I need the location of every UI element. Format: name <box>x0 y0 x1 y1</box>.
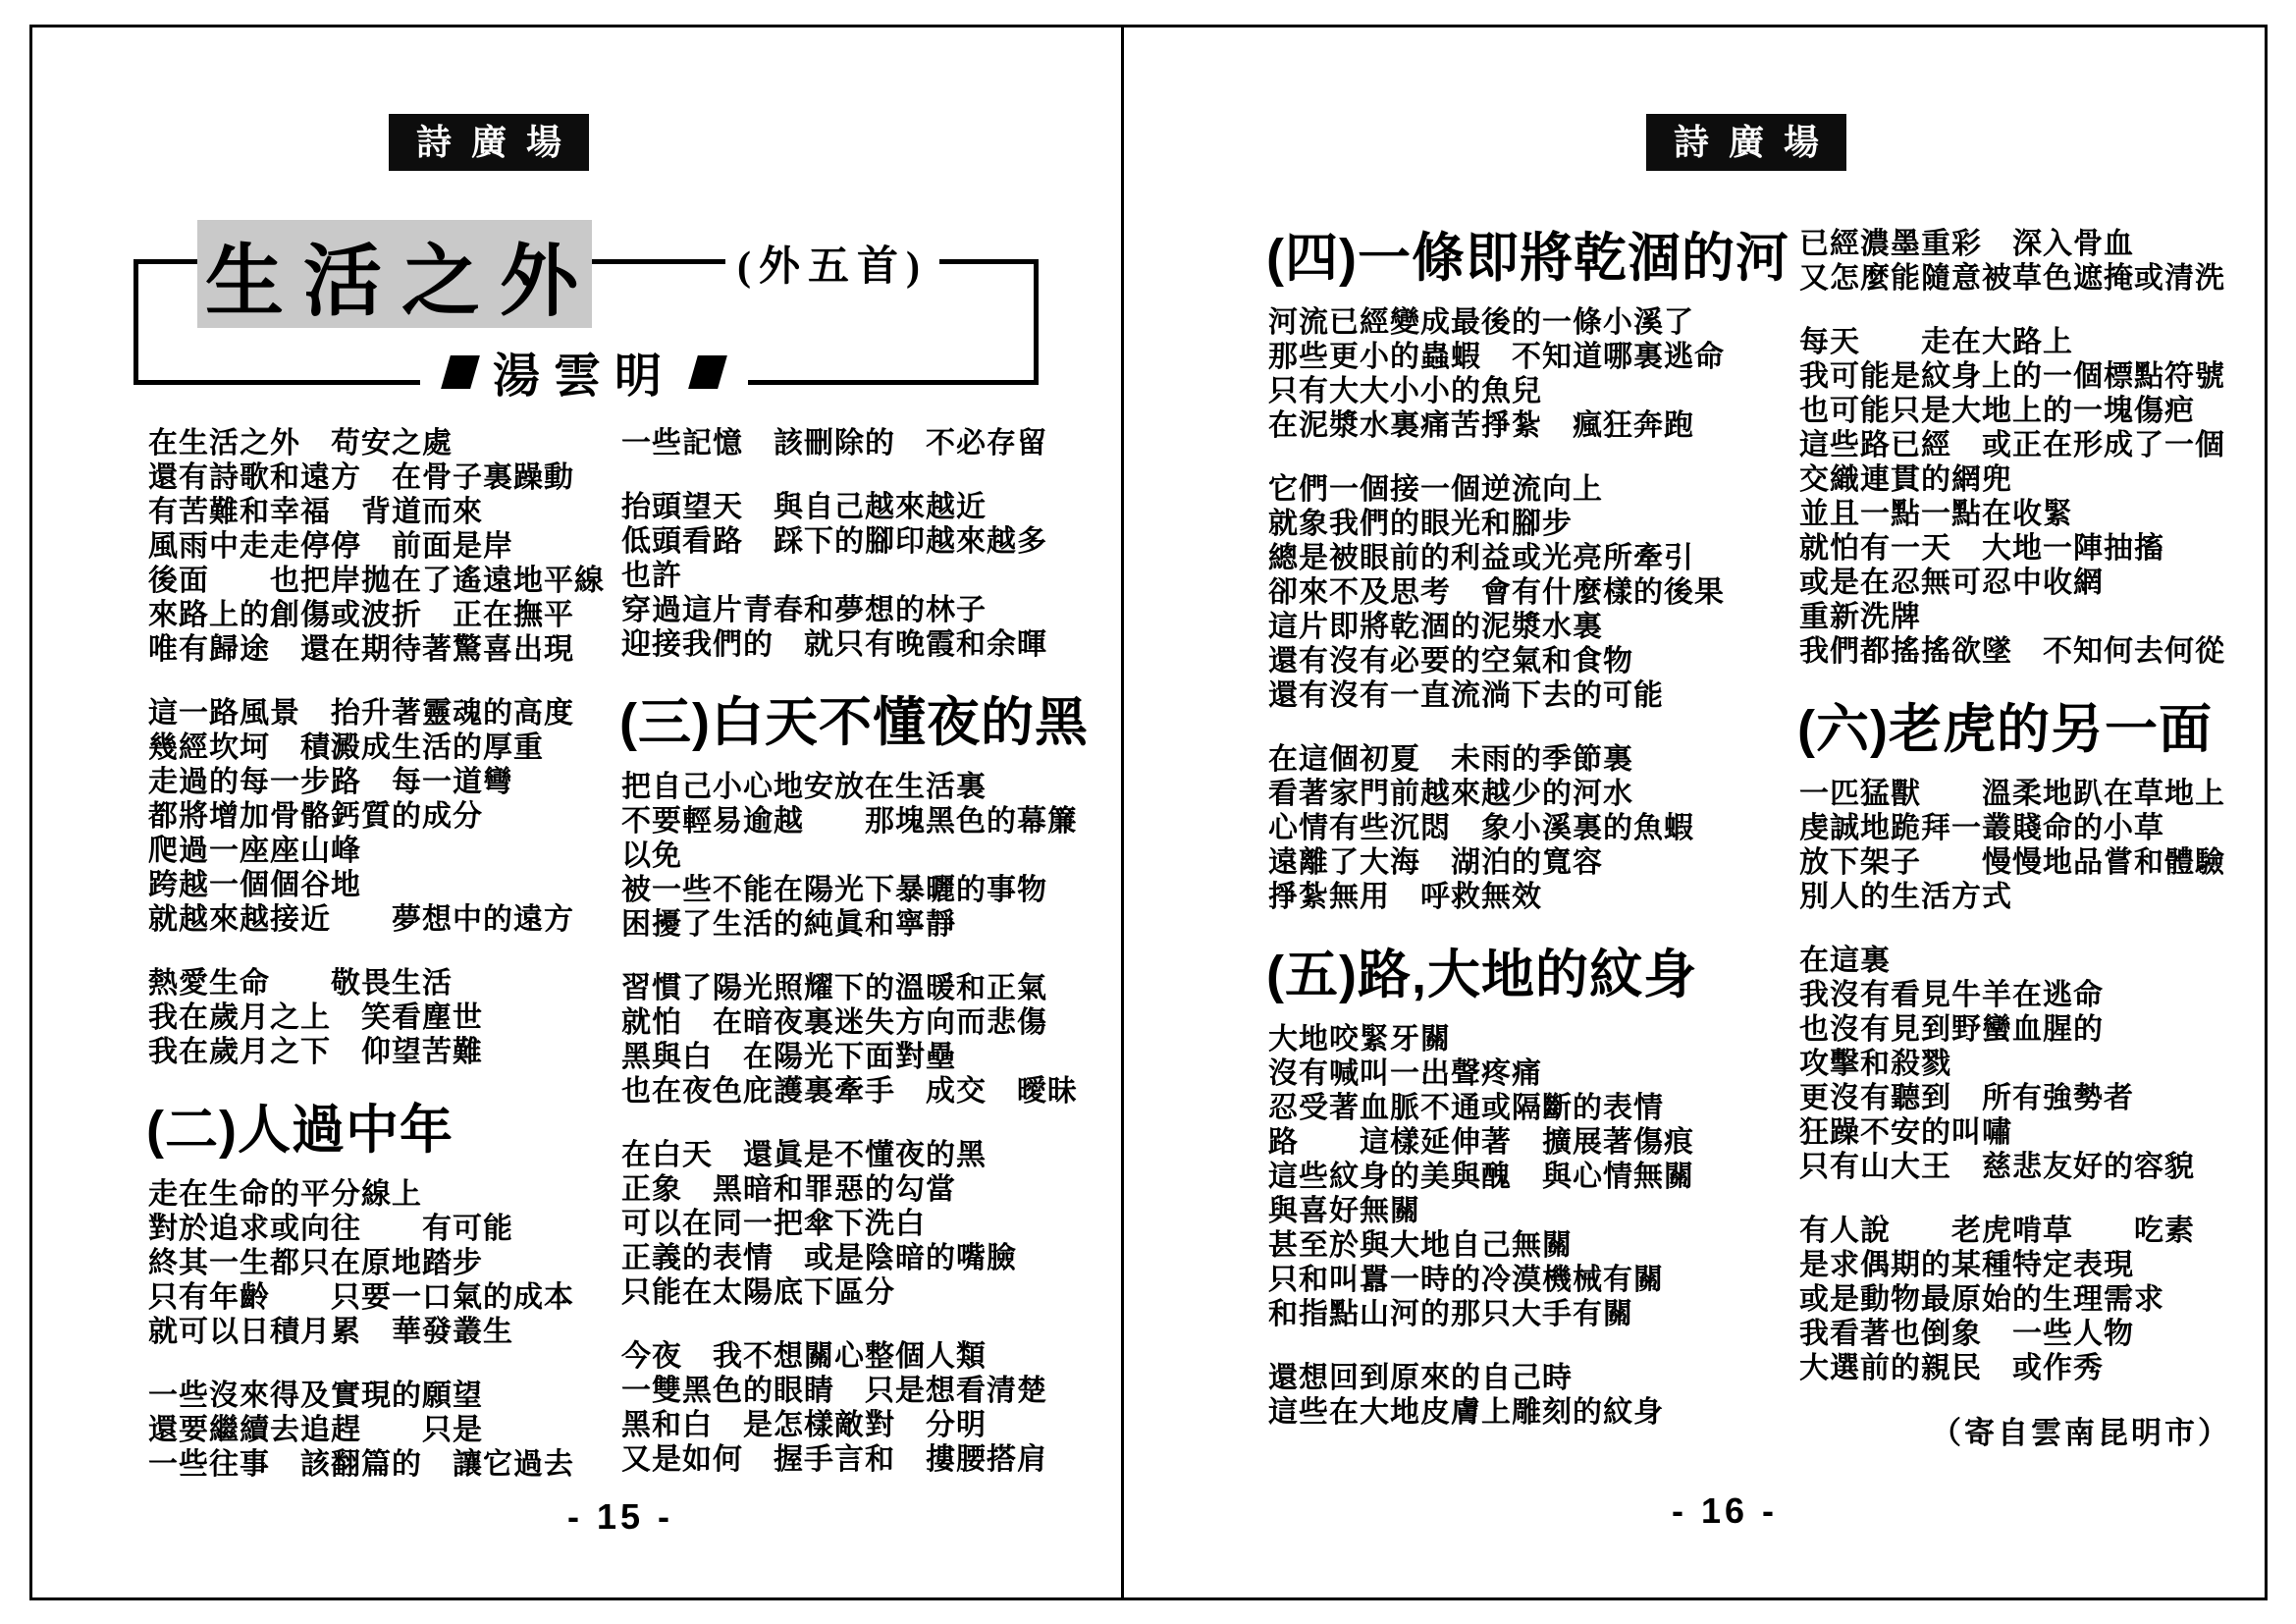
poem-line: 或是動物最原始的生理需求 <box>1799 1283 2164 1316</box>
poem-line: 攻擊和殺戮 <box>1799 1048 1951 1080</box>
poem-line: 還有詩歌和遠方 在骨子裏躁動 <box>148 461 574 494</box>
poetry-plaza-badge: 詩廣場 <box>1646 114 1846 171</box>
stanza <box>1268 305 1779 443</box>
page-number-16: - 16 - <box>1672 1490 1779 1531</box>
poem-line: 還有沒有一直流淌下去的可能 <box>1268 679 1664 712</box>
poem-line: 遠離了大海 湖泊的寬容 <box>1268 846 1603 879</box>
poem-line: 走在生命的平分線上 <box>148 1178 422 1211</box>
poem-line: 走過的每一步路 每一道彎 <box>148 766 513 798</box>
poem-line: 大選前的親民 或作秀 <box>1799 1352 2104 1384</box>
poem-line: 一雙黑色的眼睛 只是想看清楚 <box>621 1375 1047 1407</box>
poem-line: 以免 <box>621 839 682 872</box>
stanza <box>148 1379 644 1482</box>
poem-line: 沒有喊叫一出聲疼痛 <box>1268 1057 1542 1090</box>
section-heading: (五)路,大地的紋身 <box>1266 946 1697 1004</box>
poem-line: 迎接我們的 就只有晚霞和余暉 <box>621 628 1047 661</box>
poem-line: 還有沒有必要的空氣和食物 <box>1268 645 1633 677</box>
poem-line: 風雨中走走停停 前面是岸 <box>148 530 513 563</box>
poem-line: 放下架子 慢慢地品嘗和體驗 <box>1799 846 2225 879</box>
poem-line: 就越來越接近 夢想中的遠方 <box>148 903 574 936</box>
poem-line: 黑與白 在陽光下面對壘 <box>621 1041 956 1073</box>
poem-line: 甚至於與大地自己無關 <box>1268 1229 1573 1262</box>
poem-line: 困擾了生活的純眞和寧靜 <box>621 908 956 941</box>
section-heading: (三)白天不懂夜的黑 <box>619 693 1089 752</box>
poem-line: 跨越一個個谷地 <box>148 869 361 901</box>
author-mark-left-icon <box>441 355 480 389</box>
poem-line: 就可以日積月累 華發叢生 <box>148 1316 513 1348</box>
poem-line: 今夜 我不想關心整個人類 <box>621 1340 987 1373</box>
poem-line: 又怎麼能隨意被草色遮掩或清洗 <box>1799 262 2225 295</box>
poem-line: 唯有歸途 還在期待著驚喜出現 <box>148 633 574 666</box>
poem-line: 交織連貫的網兜 <box>1799 463 2012 496</box>
page-number-15: - 15 - <box>567 1496 674 1537</box>
right-page-column-2 <box>1799 227 2261 1451</box>
poem-line: 一些沒來得及實現的願望 <box>148 1380 483 1412</box>
stanza <box>148 966 644 1069</box>
poem-line: 來路上的創傷或波折 正在撫平 <box>148 599 574 631</box>
poem-line: 我們都搖搖欲墜 不知何去何從 <box>1799 635 2225 668</box>
poem-line: 這些路已經 或正在形成了一個 <box>1799 429 2225 461</box>
author-name: 湯雲明 <box>492 351 676 403</box>
origin-note: （寄自雲南昆明市） <box>1931 1416 2231 1450</box>
poem-line: 它們一個接一個逆流向上 <box>1268 473 1603 506</box>
poem-line: 低頭看路 踩下的腳印越來越多 <box>621 525 1047 558</box>
poem-line: 別人的生活方式 <box>1799 881 2012 913</box>
poem-line: 這片即將乾涸的泥漿水裏 <box>1268 611 1603 643</box>
poem-line: 在這個初夏 未雨的季節裏 <box>1268 743 1633 776</box>
section-heading: (四)一條即將乾涸的河 <box>1266 229 1789 288</box>
poem-line: 我沒有看見牛羊在逃命 <box>1799 979 2104 1011</box>
poem-line: 就怕 在暗夜裏迷失方向而悲傷 <box>621 1006 1047 1039</box>
stanza <box>621 490 1122 662</box>
poem-line: 正義的表情 或是陰暗的嘴臉 <box>621 1242 1017 1274</box>
stanza <box>1799 1214 2261 1385</box>
poem-line: 還要繼續去追趕 只是 <box>148 1414 483 1446</box>
poem-line: 河流已經變成最後的一條小溪了 <box>1268 306 1694 339</box>
stanza <box>621 1339 1122 1477</box>
author-mark-right-icon <box>688 355 727 389</box>
stanza <box>621 1138 1122 1310</box>
author-row <box>420 338 748 406</box>
poem-line: 卻來不及思考 會有什麼樣的後果 <box>1268 576 1725 609</box>
poem-line: 不要輕易逾越 那塊黑色的幕簾 <box>621 805 1078 838</box>
poem-line: 大地咬緊牙關 <box>1268 1023 1451 1056</box>
poem-line: 和指點山河的那只大手有關 <box>1268 1298 1633 1330</box>
poem-line: 也可能只是大地上的一塊傷疤 <box>1799 395 2195 427</box>
poem-line: 只和叫囂一時的冷漠機械有關 <box>1268 1264 1664 1296</box>
stanza <box>1799 944 2261 1184</box>
poem-line: 有人說 老虎啃草 吃素 <box>1799 1215 2195 1247</box>
poem-line: 也沒有見到野蠻血腥的 <box>1799 1013 2104 1046</box>
poem-line: 黑和白 是怎樣敵對 分明 <box>621 1409 987 1441</box>
poem-line: 在白天 還眞是不懂夜的黑 <box>621 1139 987 1171</box>
poem-line: 習慣了陽光照耀下的溫暖和正氣 <box>621 972 1047 1004</box>
poem-line: 一匹猛獸 溫柔地趴在草地上 <box>1799 778 2225 810</box>
poem-line: 掙紮無用 呼救無效 <box>1268 881 1542 913</box>
poem-line: 被一些不能在陽光下暴曬的事物 <box>621 874 1047 906</box>
poem-line: 爬過一座座山峰 <box>148 835 361 867</box>
stanza <box>1268 1361 1779 1430</box>
poem-line: 又是如何 握手言和 摟腰搭肩 <box>621 1443 1047 1476</box>
poem-line: 後面 也把岸拋在了遙遠地平線 <box>148 565 605 597</box>
poem-line: 這一路風景 抬升著靈魂的高度 <box>148 697 574 730</box>
poem-line: 也許 <box>621 560 682 592</box>
left-page-column-2 <box>621 426 1122 1506</box>
poem-line: 對於追求或向往 有可能 <box>148 1213 513 1245</box>
poem-line: 心情有些沉悶 象小溪裏的魚蝦 <box>1268 812 1694 844</box>
stanza <box>1268 742 1779 914</box>
poem-line: 都將增加骨骼鈣質的成分 <box>148 800 483 833</box>
poem-line: 在生活之外 苟安之處 <box>148 427 453 460</box>
poem-line: 幾經坎坷 積澱成生活的厚重 <box>148 731 544 764</box>
poem-line: 一些記憶 該刪除的 不必存留 <box>621 427 1047 460</box>
page-15 <box>29 25 1124 1600</box>
poem-line: 虔誠地跪拜一叢賤命的小草 <box>1799 812 2164 844</box>
poem-line: 在泥漿水裏痛苦掙紮 瘋狂奔跑 <box>1268 409 1694 442</box>
poem-line: 或是在忍無可忍中收網 <box>1799 567 2104 599</box>
poem-line: 那些更小的蟲蝦 不知道哪裏逃命 <box>1268 341 1725 373</box>
poetry-plaza-badge: 詩廣場 <box>389 114 589 171</box>
poem-line: 總是被眼前的利益或光亮所牽引 <box>1268 542 1694 574</box>
poem-line: 是求偶期的某種特定表現 <box>1799 1249 2134 1281</box>
poem-line: 狂躁不安的叫嘯 <box>1799 1116 2012 1149</box>
stanza <box>1799 777 2261 914</box>
stanza <box>1799 227 2261 296</box>
poem-line: 有苦難和幸福 背道而來 <box>148 496 483 528</box>
section-heading: (六)老虎的另一面 <box>1797 700 2213 759</box>
poem-line: 終其一生都只在原地踏步 <box>148 1247 483 1279</box>
poem-line: 與喜好無關 <box>1268 1195 1420 1227</box>
poem-line: 更沒有聽到 所有強勢者 <box>1799 1082 2134 1114</box>
stanza <box>148 1177 644 1349</box>
page-16 <box>1121 25 2268 1600</box>
poem-line: 我可能是紋身上的一個標點符號 <box>1799 360 2225 393</box>
poem-line: 可以在同一把傘下洗白 <box>621 1208 926 1240</box>
poem-line: 抬頭望天 與自己越來越近 <box>621 491 987 523</box>
poem-line: 這些在大地皮膚上雕刻的紋身 <box>1268 1396 1664 1429</box>
poem-line: 就象我們的眼光和腳步 <box>1268 508 1573 540</box>
poem-line: 正象 黑暗和罪惡的勾當 <box>621 1173 956 1206</box>
poem-line: 也在夜色庇護裏牽手 成交 曖昧 <box>621 1075 1078 1108</box>
poem-line: 我在歲月之下 仰望苦難 <box>148 1036 483 1068</box>
left-page-column-1 <box>148 426 644 1511</box>
poem-line: 忍受著血脈不通或隔斷的表情 <box>1268 1092 1664 1124</box>
poem-title-note: (外五首) <box>725 234 939 293</box>
poem-line: 看著家門前越來越少的河水 <box>1268 778 1633 810</box>
poem-line: 只能在太陽底下區分 <box>621 1276 895 1309</box>
poem-line: 只有大大小小的魚兒 <box>1268 375 1542 407</box>
poem-line: 只有年齡 只要一口氣的成本 <box>148 1281 574 1314</box>
poem-line: 只有山大王 慈悲友好的容貌 <box>1799 1151 2195 1183</box>
stanza <box>1799 325 2261 669</box>
poem-line: 路 這樣延伸著 擴展著傷痕 <box>1268 1126 1694 1159</box>
stanza <box>1268 472 1779 713</box>
poem-line: 我在歲月之上 笑看塵世 <box>148 1001 483 1034</box>
poem-line: 還想回到原來的自己時 <box>1268 1362 1573 1394</box>
right-page-column-1 <box>1266 227 1789 1459</box>
poem-title: 生活之外 <box>197 220 592 328</box>
poem-line: 把自己小心地安放在生活裏 <box>621 771 987 803</box>
poem-line: 在這裏 <box>1799 945 1891 977</box>
stanza <box>621 770 1122 942</box>
stanza <box>148 696 644 937</box>
poem-line: 並且一點一點在收緊 <box>1799 498 2073 530</box>
section-heading: (二)人過中年 <box>146 1101 454 1160</box>
poem-line: 重新洗牌 <box>1799 601 1921 633</box>
poem-line: 穿過這片青春和夢想的林子 <box>621 594 987 626</box>
poem-line: 已經濃墨重彩 深入骨血 <box>1799 228 2134 260</box>
poem-line: 我看著也倒象 一些人物 <box>1799 1318 2134 1350</box>
poem-line: 每天 走在大路上 <box>1799 326 2073 358</box>
poem-line: 熱愛生命 敬畏生活 <box>148 967 453 1000</box>
stanza <box>148 426 644 667</box>
poem-line: 這些紋身的美與醜 與心情無關 <box>1268 1161 1694 1193</box>
stanza <box>621 426 1122 460</box>
stanza <box>621 971 1122 1109</box>
poem-line: 一些往事 該翻篇的 讓它過去 <box>148 1448 574 1481</box>
stanza <box>1268 1022 1779 1331</box>
poem-line: 就怕有一天 大地一陣抽搐 <box>1799 532 2164 565</box>
